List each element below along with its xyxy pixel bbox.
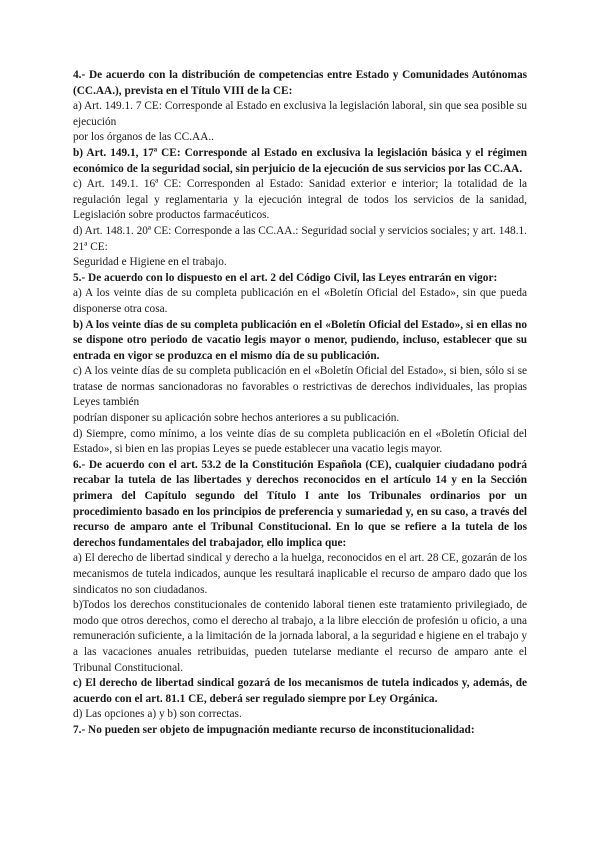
question-6-option-d: d) Las opciones a) y b) son correctas. xyxy=(73,708,242,721)
question-4-option-d: d) Art. 148.1. 20ª CE: Corresponde a las CC.AA.: Seguridad social y servicios sociales; y art. 148.1. 21ª CE: xyxy=(73,224,527,253)
question-4-option-c: c) Art. 149.1. 16ª CE: Corresponden al Estado: Sanidad exterior e interior; la totalidad de la regulación legal y reglamentaria y la ejecución integral de todos los servicios de la sanidad, Legislación sobre productos farmacéuticos. xyxy=(73,178,527,222)
question-6-heading: 6.- De acuerdo con el art. 53.2 de la Constitución Española (CE), cualquier ciudadano podrá recabar la tutela de las libertades y derechos reconocidos en el artículo 14 y en la Sección primera del Capítulo segundo del Título I ante los Tribunales ordinarios por un procedimiento basado en los principios de preferencia y sumariedad y, en su caso, a través del recurso de amparo ante el Tribunal Constitucional. En lo que se refiere a la tutela de los derechos fundamentales del trabajador, ello implica que: xyxy=(73,458,527,549)
question-6-option-b: b)Todos los derechos constitucionales de contenido laboral tienen este tratamiento privilegiado, de modo que otros derechos, como el derecho al trabajo, a la libre elección de profesión u oficio, a una remuneración suficiente, a la limitación de la jornada laboral, a la seguridad e higiene en el trabajo y a las vacaciones anuales retribuidas, pueden tutelarse mediante el recurso de amparo ante el Tribunal Constitucional. xyxy=(73,599,527,674)
question-5-heading: 5.- De acuerdo con lo dispuesto en el art. 2 del Código Civil, las Leyes entrarán en vigor: xyxy=(73,271,498,284)
question-4-option-d-cont: Seguridad e Higiene en el trabajo. xyxy=(73,256,227,269)
question-5-option-c-cont: podrían disponer su aplicación sobre hechos anteriores a su publicación. xyxy=(73,412,400,425)
question-4-heading: 4.- De acuerdo con la distribución de competencias entre Estado y Comunidades Autónomas (CC.AA.), prevista en el Título VIII de la CE: xyxy=(73,69,527,97)
question-6-option-a: a) El derecho de libertad sindical y derecho a la huelga, reconocidos en el art. 28 CE, gozarán de los mecanismos de tutela indicados, aunque les resultará inaplicable el recurso de amparo dado que los sindicatos no son ciudadanos. xyxy=(73,552,527,596)
question-5-option-a: a) A los veinte días de su completa publicación en el «Boletín Oficial del Estado», sin que pueda disponerse otra cosa. xyxy=(73,287,527,315)
question-4-option-b: b) Art. 149.1, 17ª CE: Corresponde al Estado en exclusiva la legislación básica y el régimen económico de la seguridad social, sin perjuicio de la ejecución de sus servicios por las CC.AA. xyxy=(73,146,527,175)
question-5-option-d: d) Siempre, como mínimo, a los veinte días de su completa publicación en el «Boletín Oficial del Estado», si bien en las propias Leyes se puede establecer una vacatio legis mayor. xyxy=(73,427,527,456)
question-4-option-a-cont: por los órganos de las CC.AA.. xyxy=(73,131,214,144)
document-page xyxy=(73,68,527,739)
question-4-option-a: a) Art. 149.1. 7 CE: Corresponde al Estado en exclusiva la legislación laboral, sin que sea posible su ejecución xyxy=(73,100,527,128)
question-5-option-c: c) A los veinte días de su completa publicación en el «Boletín Oficial del Estado», si bien, sólo si se tratase de normas sancionadoras no favorables o restrictivas de derechos individuales, las propias Leyes también xyxy=(73,365,527,409)
question-5-option-b: b) A los veinte días de su completa publicación en el «Boletín Oficial del Estado», si en ellas no se dispone otro periodo de vacatio legis mayor o menor, pudiendo, incluso, establecer que su entrada en vigor se produzca en el mismo día de su publicación. xyxy=(73,318,527,362)
question-6-option-c: c) El derecho de libertad sindical gozará de los mecanismos de tutela indicados y, además, de acuerdo con el art. 81.1 CE, deberá ser regulado siempre por Ley Orgánica. xyxy=(73,677,527,705)
question-7-heading: 7.- No pueden ser objeto de impugnación mediante recurso de inconstitucionalidad: xyxy=(73,723,475,736)
